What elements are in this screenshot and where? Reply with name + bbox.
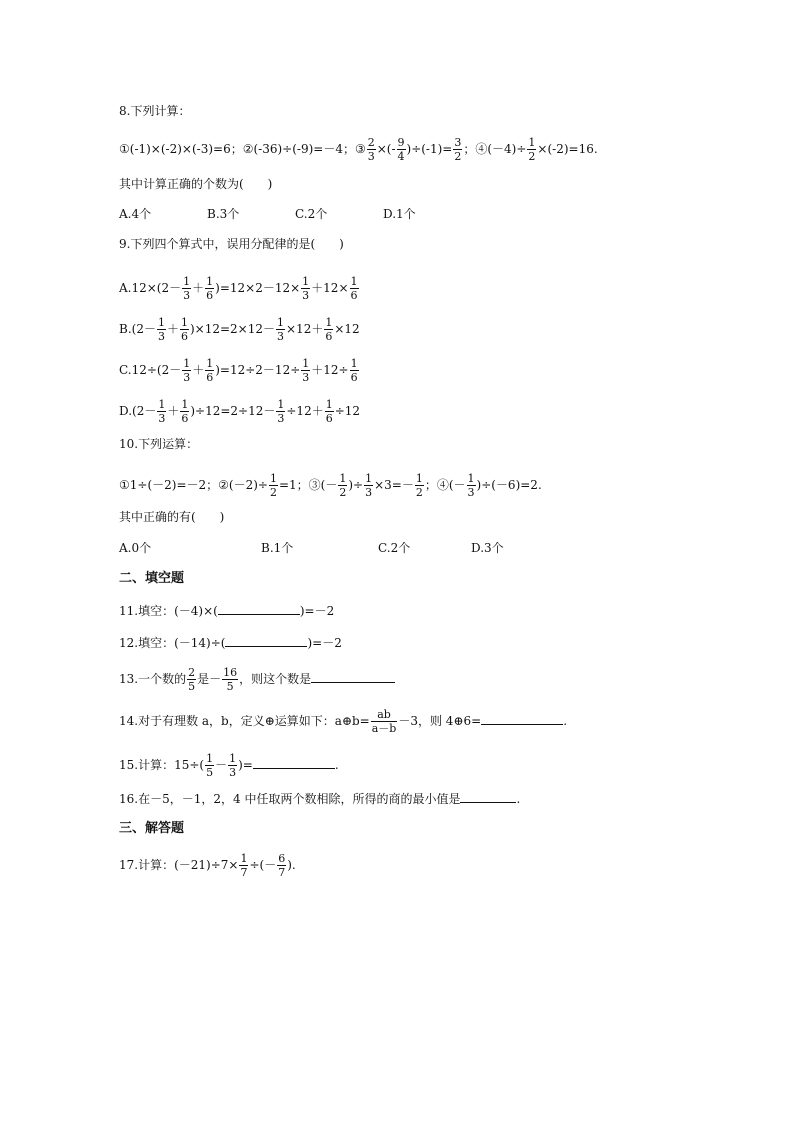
q12: 12.填空：(－14)÷( )=－2: [119, 636, 342, 650]
fraction: $\frac{1}{3}$: [183, 357, 191, 384]
q8-text-c: )÷(-1)=: [406, 142, 453, 156]
section-heading-fill-in: 二、填空题: [119, 571, 185, 586]
answer-blank[interactable]: [481, 712, 563, 725]
fraction: $\frac{ab}{a-b}$: [371, 708, 397, 735]
q10-options: [119, 540, 504, 556]
fraction: $\frac{1}{2}$: [528, 136, 536, 163]
q10-option-c: C.2个: [378, 541, 411, 555]
q8-title: 8.下列计算：: [119, 104, 191, 118]
q9-option-b: B.(2－ $\frac{1}{3}$ ＋ $\frac{1}{6}$ )×12=2×12－ $\frac{1}{3}$ ×12＋ $\frac{1}{6}$ ×12: [119, 316, 360, 343]
fraction: $\frac{1}{3}$: [302, 357, 310, 384]
q8-text-a: ①(-1)×(-2)×(-3)=6；②(-36)÷(-9)=－4；③: [119, 142, 366, 156]
q8-text-e: ×(-2)=16.: [537, 142, 598, 156]
q8-option-a: A.4个: [119, 207, 152, 221]
q8-option-c: C.2个: [295, 207, 328, 221]
q9-option-a: A.12×(2－ $\frac{1}{3}$ ＋ $\frac{1}{6}$ )=12×2－12× $\frac{1}{3}$ ＋12× $\frac{1}{6}$: [119, 275, 358, 302]
fraction: $\frac{1}{3}$: [467, 472, 475, 499]
q15: 15.计算：15÷( $\frac{1}{5}$ － $\frac{1}{3}$ )= .: [119, 752, 339, 779]
fraction: $\frac{1}{3}$: [277, 316, 284, 343]
q10-title: 10.下列运算：: [119, 437, 199, 451]
fraction: $\frac{16}{5}$: [223, 666, 238, 693]
fraction: $\frac{1}{6}$: [180, 316, 188, 343]
fraction: $\frac{1}{3}$: [183, 275, 191, 302]
q8-text-b: ×(-: [376, 142, 396, 156]
fraction: $\frac{1}{2}$: [339, 472, 347, 499]
answer-blank[interactable]: [218, 602, 300, 615]
answer-blank[interactable]: [225, 634, 307, 647]
section-heading-solve: 三、解答题: [119, 821, 185, 836]
fraction: $\frac{1}{6}$: [350, 357, 358, 384]
fraction: $\frac{9}{4}$: [397, 136, 405, 163]
q10-option-b: B.1个: [261, 541, 294, 555]
q10-equations: ①1÷(－2)=－2；②(－2)÷ $\frac{1}{2}$ =1；③(－ $\frac{1}{2}$ )÷ $\frac{1}{3}$ ×3=－ $\frac{1}{2}$ ；④(－ $\frac{1}{3}$ )÷(－6)=2.: [119, 472, 542, 499]
fraction: $\frac{1}{3}$: [365, 472, 373, 499]
q10-prompt: 其中正确的有( ): [119, 510, 225, 524]
fraction: $\frac{2}{5}$: [188, 666, 196, 693]
fraction: $\frac{1}{7}$: [240, 852, 248, 879]
fraction: $\frac{1}{6}$: [325, 316, 333, 343]
q10-option-d: D.3个: [471, 541, 504, 555]
fraction: $\frac{3}{2}$: [454, 136, 462, 163]
q14: 14.对于有理数 a，b，定义⊕运算如下：a⊕b= $\frac{ab}{a-b}$ －3，则 4⊕6= .: [119, 708, 568, 735]
fraction: $\frac{1}{2}$: [415, 472, 423, 499]
fraction: $\frac{6}{7}$: [278, 852, 286, 879]
fraction: $\frac{1}{3}$: [158, 398, 166, 425]
fraction: $\frac{1}{6}$: [181, 398, 189, 425]
fraction: $\frac{1}{3}$: [302, 275, 310, 302]
q8-options: [119, 206, 416, 222]
q9-title: 9.下列四个算式中，误用分配律的是( ): [119, 237, 344, 251]
fraction: $\frac{2}{3}$: [367, 136, 375, 163]
q9-option-c: C.12÷(2－ $\frac{1}{3}$ ＋ $\frac{1}{6}$ )=12÷2－12÷ $\frac{1}{3}$ ＋12÷ $\frac{1}{6}$: [119, 357, 358, 384]
fraction: $\frac{1}{6}$: [325, 398, 333, 425]
q10-option-a: A.0个: [119, 541, 152, 555]
fraction: $\frac{1}{6}$: [350, 275, 358, 302]
q11: 11.填空：(－4)×( )=－2: [119, 604, 335, 618]
q13: 13.一个数的 $\frac{2}{5}$ 是－ $\frac{16}{5}$ ，则这个数是: [119, 666, 395, 693]
fraction: $\frac{1}{3}$: [229, 752, 237, 779]
answer-blank[interactable]: [460, 790, 516, 803]
q16: 16.在－5，－1，2，4 中任取两个数相除，所得的商的最小值是 .: [119, 792, 521, 806]
fraction: $\frac{1}{6}$: [206, 275, 214, 302]
answer-blank[interactable]: [253, 756, 335, 769]
fraction: $\frac{1}{3}$: [157, 316, 165, 343]
q8-option-d: D.1个: [383, 207, 416, 221]
q17: 17.计算：(－21)÷7× $\frac{1}{7}$ ÷(－ $\frac{6}{7}$ ).: [119, 852, 296, 879]
q9-option-d: D.(2－ $\frac{1}{3}$ ＋ $\frac{1}{6}$ )÷12=2÷12－ $\frac{1}{3}$ ÷12＋ $\frac{1}{6}$ ÷12: [119, 398, 361, 425]
q8-equations: [119, 136, 598, 163]
q8-text-d: ；④(－4)÷: [463, 142, 527, 156]
q8-option-b: B.3个: [207, 207, 240, 221]
fraction: $\frac{1}{2}$: [269, 472, 277, 499]
q8-prompt: 其中计算正确的个数为( ): [119, 177, 273, 191]
fraction: $\frac{1}{6}$: [206, 357, 214, 384]
fraction: $\frac{1}{3}$: [277, 398, 285, 425]
fraction: $\frac{1}{5}$: [206, 752, 214, 779]
answer-blank[interactable]: [311, 670, 395, 683]
